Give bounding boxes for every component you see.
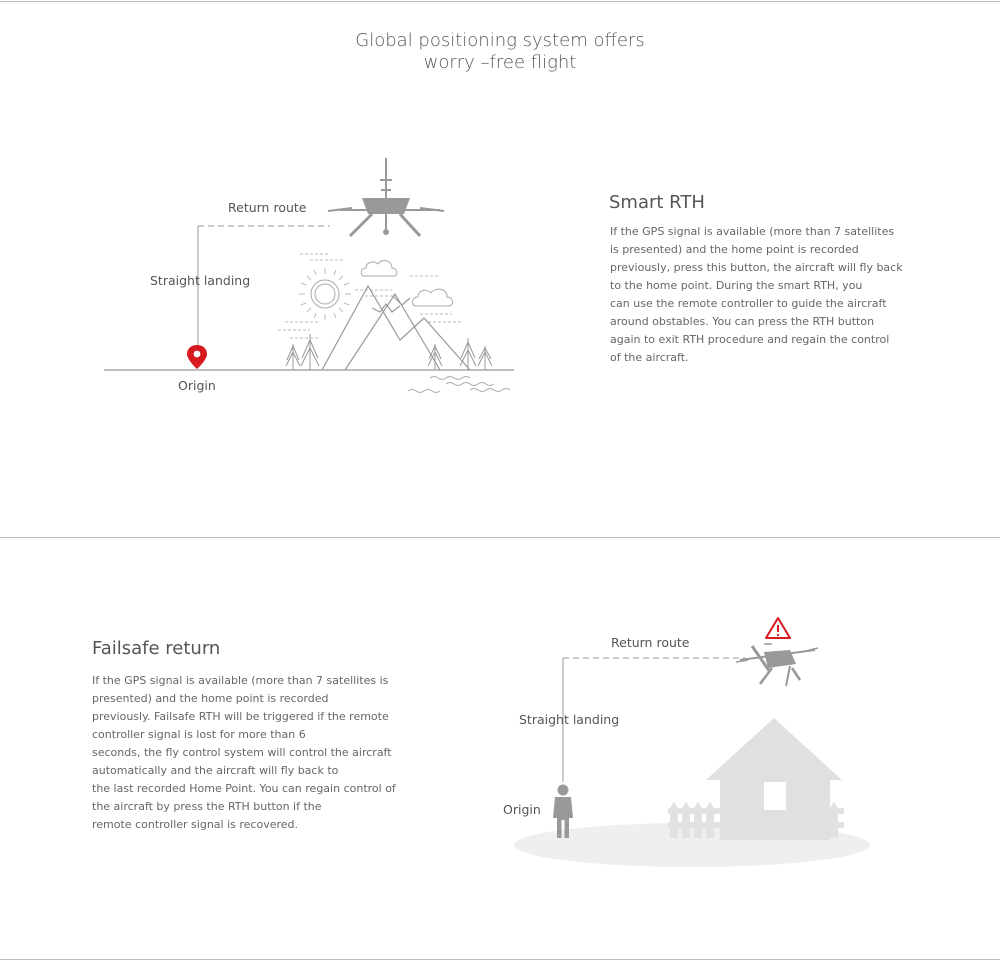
smart-rth-line: previously, press this button, the aircraft will fly back [610,261,903,274]
page-title-line-1: Global positioning system offers [355,30,645,51]
smart-rth-line: If the GPS signal is available (more than 7 satellites [610,225,895,238]
failsafe-line: the last recorded Home Point. You can regain control of [92,782,396,795]
origin-label: Origin [503,802,541,817]
origin-label: Origin [178,378,216,393]
page-title-line-2: worry –free flight [423,52,577,73]
smart-rth-line: can use the remote controller to guide the aircraft [610,297,887,310]
failsafe-title: Failsafe return [92,638,221,659]
straight-landing-label: Straight landing [519,712,620,727]
failsafe-line: If the GPS signal is available (more than 7 satellites is [92,674,389,687]
failsafe-line: automatically and the aircraft will fly back to [92,764,339,777]
smart-rth-line: of the aircraft. [610,351,689,364]
smart-rth-line: to the home point. During the smart RTH, you [610,279,863,292]
failsafe-line: the aircraft by press the RTH button if the [92,800,322,813]
return-route-label: Return route [611,635,690,650]
straight-landing-label: Straight landing [150,273,251,288]
warning-icon [766,618,790,638]
smart-rth-line: again to exit RTH procedure and regain the control [610,333,890,346]
failsafe-line: presented) and the home point is recorded [92,692,329,705]
smart-rth-line: around obstables. You can press the RTH button [610,315,875,328]
smart-rth-title: Smart RTH [609,192,705,213]
bottom-divider [0,959,1000,960]
failsafe-line: previously. Failsafe RTH will be triggered if the remote [92,710,389,723]
smart-rth-line: is presented) and the home point is recorded [610,243,859,256]
return-route-label: Return route [228,200,307,215]
house-icon [706,718,842,840]
failsafe-line: seconds, the fly control system will control the aircraft [92,746,392,759]
drone-icon [736,644,818,686]
failsafe-line: remote controller signal is recovered. [92,818,298,831]
failsafe-line: controller signal is lost for more than 6 [92,728,306,741]
